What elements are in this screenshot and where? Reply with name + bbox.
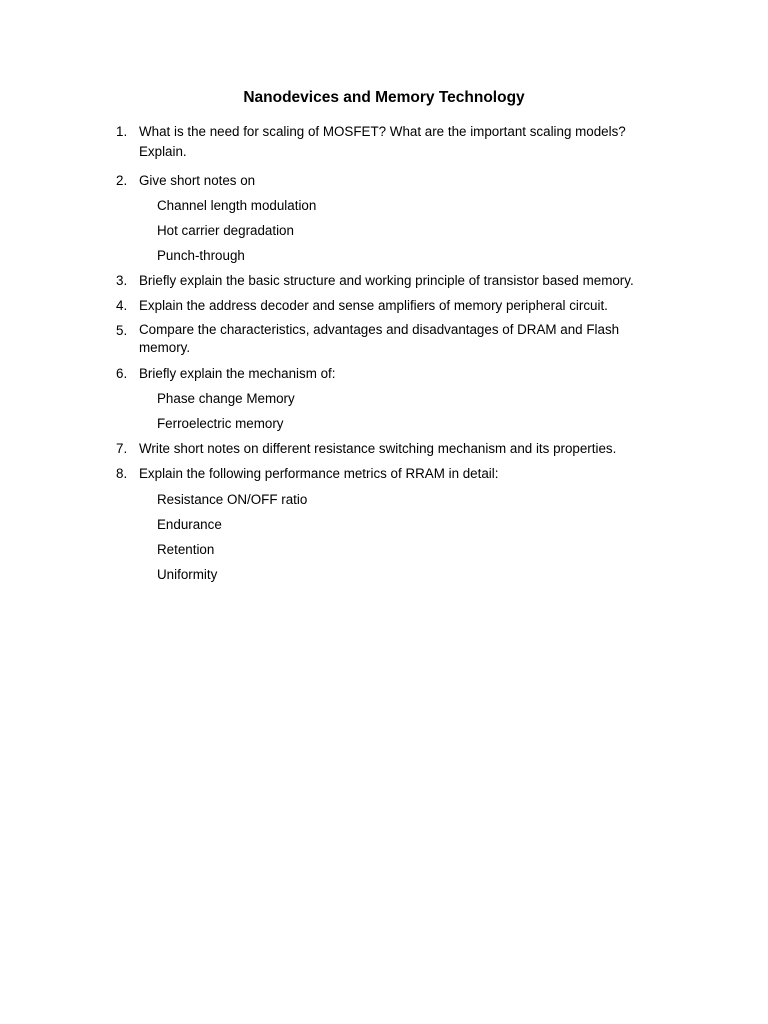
question-number: 7. xyxy=(116,441,128,456)
question-text: Explain the address decoder and sense amplifiers of memory peripheral circuit. xyxy=(139,298,608,313)
question-number: 6. xyxy=(116,366,128,381)
question-number: 8. xyxy=(116,466,128,481)
sub-item: Uniformity xyxy=(157,567,218,582)
sub-item: Hot carrier degradation xyxy=(157,223,294,238)
sub-item: Retention xyxy=(157,542,215,557)
question-text xyxy=(139,321,679,357)
question-text: Briefly explain the basic structure and working principle of transistor based memory. xyxy=(139,273,634,288)
sub-item: Ferroelectric memory xyxy=(157,416,284,431)
question-number: 3. xyxy=(116,273,128,288)
question-text: Write short notes on different resistance switching mechanism and its properties. xyxy=(139,441,617,456)
question-number: 1. xyxy=(116,124,128,139)
question-text-line: memory. xyxy=(139,340,191,355)
sub-item: Resistance ON/OFF ratio xyxy=(157,492,308,507)
question-text-line: Compare the characteristics, advantages and disadvantages of DRAM and Flash xyxy=(139,322,620,337)
question-text: Explain the following performance metrics of RRAM in detail: xyxy=(139,466,499,481)
question-number: 4. xyxy=(116,298,128,313)
question-number: 5. xyxy=(116,323,128,338)
sub-item: Punch-through xyxy=(157,248,245,263)
question-number: 2. xyxy=(116,173,128,188)
question-text: Give short notes on xyxy=(139,173,256,188)
document-title: Nanodevices and Memory Technology xyxy=(243,89,525,106)
sub-item: Endurance xyxy=(157,517,222,532)
question-text-line: What is the need for scaling of MOSFET? What are the important scaling models? xyxy=(139,124,626,139)
question-text: Briefly explain the mechanism of: xyxy=(139,366,336,381)
question-text-line: Explain. xyxy=(139,144,187,159)
sub-item: Channel length modulation xyxy=(157,198,317,213)
sub-item: Phase change Memory xyxy=(157,391,295,406)
question-text xyxy=(139,122,679,162)
